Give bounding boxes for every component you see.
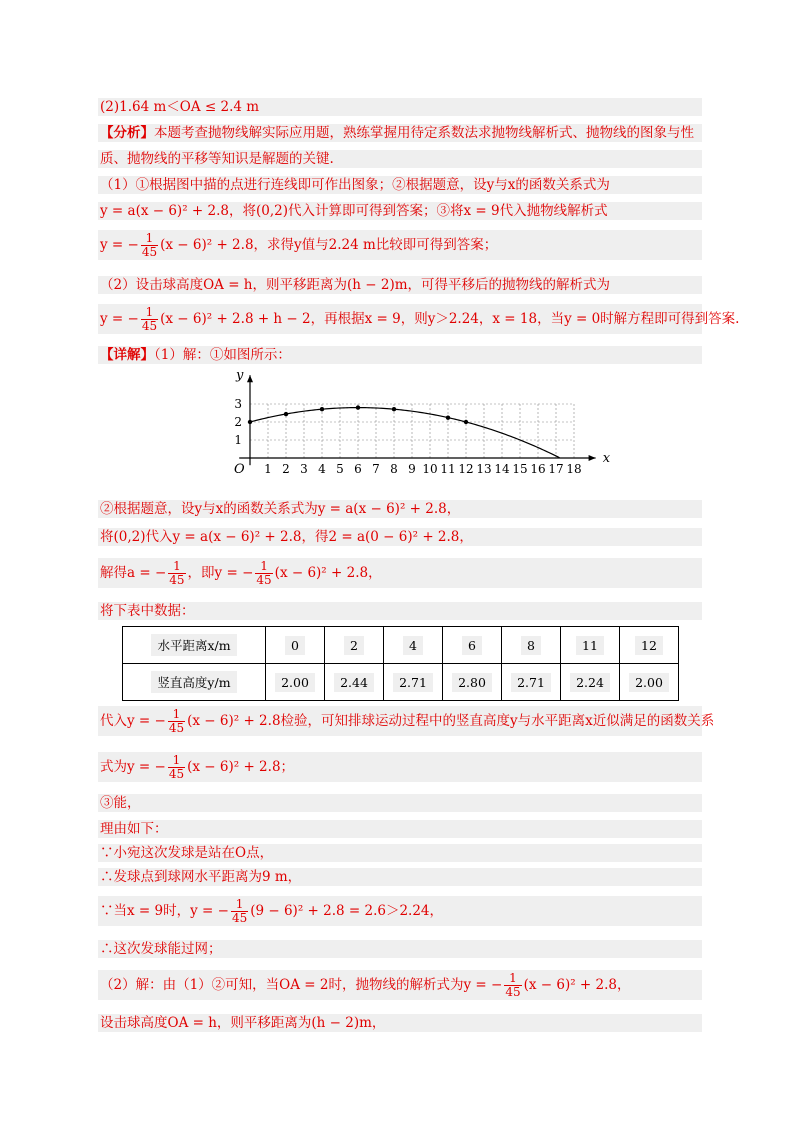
x-tick-label: 7 [372,462,380,476]
step-3-line-f: ∴这次发球能过网； [98,940,702,958]
chart-ticks [234,368,611,477]
x-tick-label: 5 [336,462,344,476]
fraction: $\frac{1}{45}$ [141,231,158,259]
fraction: $\frac{1}{45}$ [256,559,272,587]
y-tick-label: 1 [234,433,242,447]
step-3-line-e: ∵当x = 9时，y = − $\frac{1}{45}$ (9 − 6)² + 2.8 = 2.6＞2.24， [98,896,702,926]
x-axis-label: x [602,451,611,466]
data-table [122,626,679,701]
step-2-line-b: 将(0,2)代入y = a(x − 6)² + 2.8，得2 = a(0 − 6)² + 2.8， [98,528,702,546]
detail-line: 【详解】（1）解：①如图所示： [98,346,702,364]
parabola-curve [250,408,560,458]
step-3-line-a: ③能， [98,794,702,812]
analysis-p1-line-b: y = a(x − 6)² + 2.8，将(0,2)代入计算即可得到答案；③将x = 9代入抛物线解析式 [98,202,702,220]
x-tick-label: 16 [530,462,546,476]
x-tick-label: 6 [354,462,362,476]
part-2-line-b: 设击球高度OA = h，则平移距离为(h − 2)m， [98,1014,702,1032]
analysis-p1-line-a: （1）①根据图中描的点进行连线即可作出图象；②根据题意，设y与x的函数关系式为 [98,176,702,194]
step-2-line-f: 式为y = − $\frac{1}{45}$ (x − 6)² + 2.8； [98,752,702,782]
analysis-line-1: 【分析】本题考查抛物线解实际应用题，熟练掌握用待定系数法求抛物线解析式、抛物线的图象与性 [98,124,702,142]
table-row: 水平距离x/m 0 2 4 6 8 11 12 [123,627,679,664]
x-tick-label: 14 [494,462,510,476]
x-tick-label: 10 [422,462,438,476]
x-tick-label: 9 [408,462,416,476]
x-tick-label: 12 [458,462,474,476]
step-3-line-d: ∴发球点到球网水平距离为9 m， [98,868,702,886]
y-tick-label: 2 [234,415,242,429]
x-tick-label: 2 [282,462,290,476]
x-tick-label: 18 [566,462,582,476]
y-tick-label: 3 [234,397,242,411]
x-tick-label: 3 [300,462,308,476]
origin-label: O [234,462,245,477]
fraction: $\frac{1}{45}$ [169,559,185,587]
data-point [320,407,324,411]
fraction: $\frac{1}{45}$ [141,305,158,333]
fraction: $\frac{1}{45}$ [168,753,185,781]
data-point [248,420,252,424]
data-point [446,415,450,419]
analysis-p2-line-a: （2）设击球高度OA = h，则平移距离为(h − 2)m，可得平移后的抛物线的解析式为 [98,276,702,294]
step-2-line-c: 解得a = − $\frac{1}{45}$ ，即y = − $\frac{1}{45}$ (x − 6)² + 2.8， [98,558,702,588]
row-label: 竖直高度y/m [151,671,236,693]
data-point [392,407,396,411]
data-point [464,420,468,424]
analysis-p1-line-c: y = − $\frac{1}{45}$ (x − 6)² + 2.8，求得y值与2.24 m比较即可得到答案； [98,230,702,260]
answer-part-2: (2)1.64 m＜OA ≤ 2.4 m [98,98,702,116]
fraction: $\frac{1}{45}$ [231,897,248,925]
row-label: 水平距离x/m [151,634,236,656]
analysis-p2-line-b: y = − $\frac{1}{45}$ (x − 6)² + 2.8 + h − 2，再根据x = 9，则y＞2.24，x = 18，当y = 0时解方程即可得到答案. [100,305,740,333]
data-point [356,405,360,409]
x-axis-arrow [589,455,596,461]
x-tick-label: 15 [512,462,528,476]
fraction: $\frac{1}{45}$ [505,971,521,999]
step-3-line-c: ∵小宛这次发球是站在O点， [98,844,702,862]
x-tick-label: 13 [476,462,492,476]
parabola-chart [218,367,611,486]
table-row: 竖直高度y/m 2.00 2.44 2.71 2.80 2.71 2.24 2.00 [123,664,679,701]
x-tick-label: 4 [318,462,326,476]
x-tick-label: 8 [390,462,398,476]
step-2-line-a: ②根据题意，设y与x的函数关系式为y = a(x − 6)² + 2.8， [98,500,702,518]
data-point [284,412,288,416]
x-tick-label: 11 [440,462,456,476]
step-2-line-e: 代入y = − $\frac{1}{45}$ (x − 6)² + 2.8检验，可知排球运动过程中的竖直高度y与水平距离x近似满足的函数关系 [100,707,715,735]
step-2-line-d: 将下表中数据： [98,602,702,620]
part-2-line-a: （2）解：由（1）②可知，当OA = 2时，抛物线的解析式为y = − $\frac{1}{45}$ (x − 6)² + 2.8， [98,970,702,1000]
y-axis-arrow [247,375,253,382]
fraction: $\frac{1}{45}$ [168,707,185,735]
analysis-line-2: 质、抛物线的平移等知识是解题的关键. [98,150,702,168]
x-tick-label: 1 [264,462,272,476]
y-axis-label: y [236,367,244,383]
chart-axes [239,375,595,465]
step-3-line-b: 理由如下： [98,820,702,838]
x-tick-label: 17 [548,462,564,476]
